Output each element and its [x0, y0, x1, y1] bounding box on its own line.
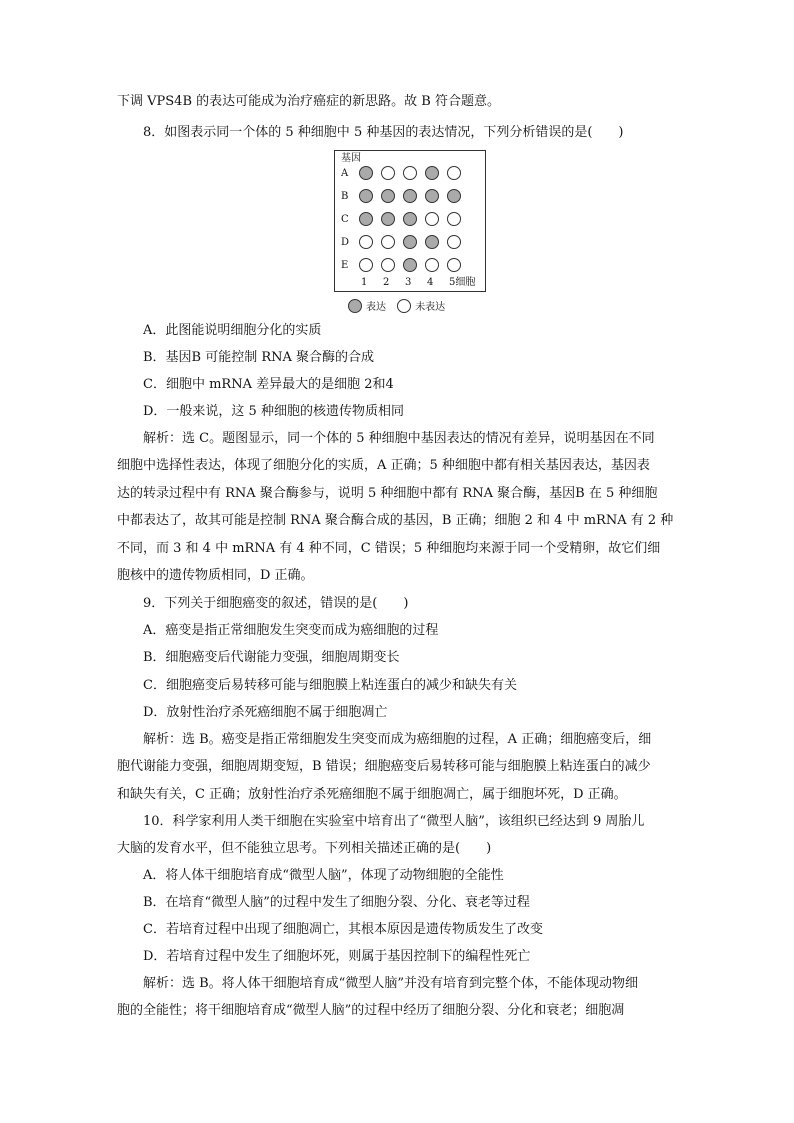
expressed-dot: [381, 189, 395, 203]
expressed-dot: [359, 189, 373, 203]
analysis-line: 中都表达了，故其可能是控制 RNA 聚合酶合成的基因，B 正确；细胞 2 和 4 中 mRNA 有 2 种: [117, 513, 674, 528]
gene-label: C: [341, 214, 349, 225]
analysis-line: 胞的全能性；将干细胞培育成“微型人脑”的过程中经历了细胞分裂、分化和衰老；细胞凋: [117, 1003, 625, 1018]
option-c: C．细胞癌变后易转移可能与细胞膜上粘连蛋白的减少和缺失有关: [143, 678, 517, 693]
question-9-stem: 9．下列关于细胞癌变的叙述，错误的是( ): [143, 596, 409, 611]
option-d: D．放射性治疗杀死癌细胞不属于细胞凋亡: [143, 705, 388, 720]
analysis-line: 细胞中选择性表达，体现了细胞分化的实质，A 正确；5 种细胞中都有相关基因表达，基因表: [117, 458, 650, 473]
not-expressed-dot: [359, 235, 373, 249]
question-8-stem: 8．如图表示同一个体的 5 种细胞中 5 种基因的表达情况，下列分析错误的是( ): [143, 125, 624, 140]
text-line: 下调 VPS4B 的表达可能成为治疗癌症的新思路。故 B 符合题意。: [117, 94, 500, 109]
expressed-dot: [425, 235, 439, 249]
analysis-line: 胞核中的遗传物质相同，D 正确。: [117, 568, 314, 583]
gene-label: E: [341, 260, 349, 271]
option-b: B．基因B 可能控制 RNA 聚合酶的合成: [143, 350, 375, 365]
analysis-line: 达的转录过程中有 RNA 聚合酶参与，说明 5 种细胞中都有 RNA 聚合酶，基因B 在 5 种细胞: [117, 486, 658, 501]
cell-label: 4: [427, 277, 434, 288]
option-d: D．一般来说，这 5 种细胞的核遗传物质相同: [143, 404, 404, 419]
not-expressed-marker: [397, 299, 411, 313]
expressed-dot: [381, 212, 395, 226]
cell-label: 2: [383, 277, 390, 288]
not-expressed-dot: [359, 258, 373, 272]
not-expressed-dot: [425, 212, 439, 226]
figure-y-title: 基因: [341, 153, 361, 164]
option-c: C．若培育过程中出现了细胞凋亡，其根本原因是遗传物质发生了改变: [143, 922, 543, 937]
analysis-line: 解析：选 B。癌变是指正常细胞发生突变而成为癌细胞的过程，A 正确；细胞癌变后，细: [143, 732, 652, 747]
option-c: C．细胞中 mRNA 差异最大的是细胞 2和4: [143, 377, 394, 392]
expressed-marker: [348, 299, 362, 313]
not-expressed-dot: [447, 212, 461, 226]
analysis-line: 和缺失有关，C 正确；放射性治疗杀死癌细胞不属于细胞凋亡，属于细胞坏死，D 正确。: [117, 787, 627, 802]
expressed-dot: [403, 189, 417, 203]
not-expressed-dot: [447, 166, 461, 180]
analysis-line: 解析：选 B。将人体干细胞培育成“微型人脑”并没有培育到完整个体，不能体现动物细: [143, 976, 638, 991]
cell-label: 5细胞: [449, 277, 476, 288]
gene-expression-figure: [334, 150, 486, 292]
legend-on-label: 表达: [366, 302, 386, 313]
gene-label: A: [341, 168, 349, 179]
not-expressed-dot: [447, 235, 461, 249]
not-expressed-dot: [381, 235, 395, 249]
expressed-dot: [425, 189, 439, 203]
gene-label: D: [341, 237, 350, 248]
cell-label: 3: [405, 277, 412, 288]
option-d: D．若培育过程中发生了细胞坏死，则属于基因控制下的编程性死亡: [143, 949, 531, 964]
question-10-stem: 大脑的发育水平，但不能独立思考。下列相关描述正确的是( ): [117, 841, 492, 856]
expressed-dot: [447, 189, 461, 203]
expressed-dot: [425, 166, 439, 180]
expressed-dot: [403, 235, 417, 249]
expressed-dot: [403, 212, 417, 226]
expressed-dot: [359, 166, 373, 180]
x-suffix: 细胞: [455, 277, 476, 288]
not-expressed-dot: [425, 258, 439, 272]
question-10-stem: 10．科学家利用人类干细胞在实验室中培育出了“微型人脑”，该组织已经达到 9 周胎儿: [143, 814, 645, 829]
not-expressed-dot: [447, 258, 461, 272]
expressed-dot: [403, 258, 417, 272]
option-b: B．在培育“微型人脑”的过程中发生了细胞分裂、分化、衰老等过程: [143, 895, 530, 910]
not-expressed-dot: [381, 166, 395, 180]
not-expressed-dot: [381, 258, 395, 272]
figure-legend: [348, 298, 453, 314]
analysis-line: 不同，而 3 和 4 中 mRNA 有 4 种不同，C 错误；5 种细胞均来源于同一个受精卵，故它们细: [117, 541, 661, 556]
analysis-line: 胞代谢能力变强，细胞周期变短，B 错误；细胞癌变后易转移可能与细胞膜上粘连蛋白的减少: [117, 759, 651, 774]
option-a: A．癌变是指正常细胞发生突变而成为癌细胞的过程: [143, 623, 439, 638]
not-expressed-dot: [403, 166, 417, 180]
option-a: A．将人体干细胞培育成“微型人脑”，体现了动物细胞的全能性: [143, 868, 504, 883]
option-a: A．此图能说明细胞分化的实质: [143, 323, 322, 338]
cell-label: 1: [361, 277, 368, 288]
legend-off-label: 未表达: [415, 302, 446, 313]
option-b: B．细胞癌变后代谢能力变强，细胞周期变长: [143, 650, 400, 665]
gene-label: B: [341, 191, 349, 202]
analysis-line: 解析：选 C。题图显示，同一个体的 5 种细胞中基因表达的情况有差异，说明基因在不同: [143, 431, 655, 446]
expressed-dot: [359, 212, 373, 226]
